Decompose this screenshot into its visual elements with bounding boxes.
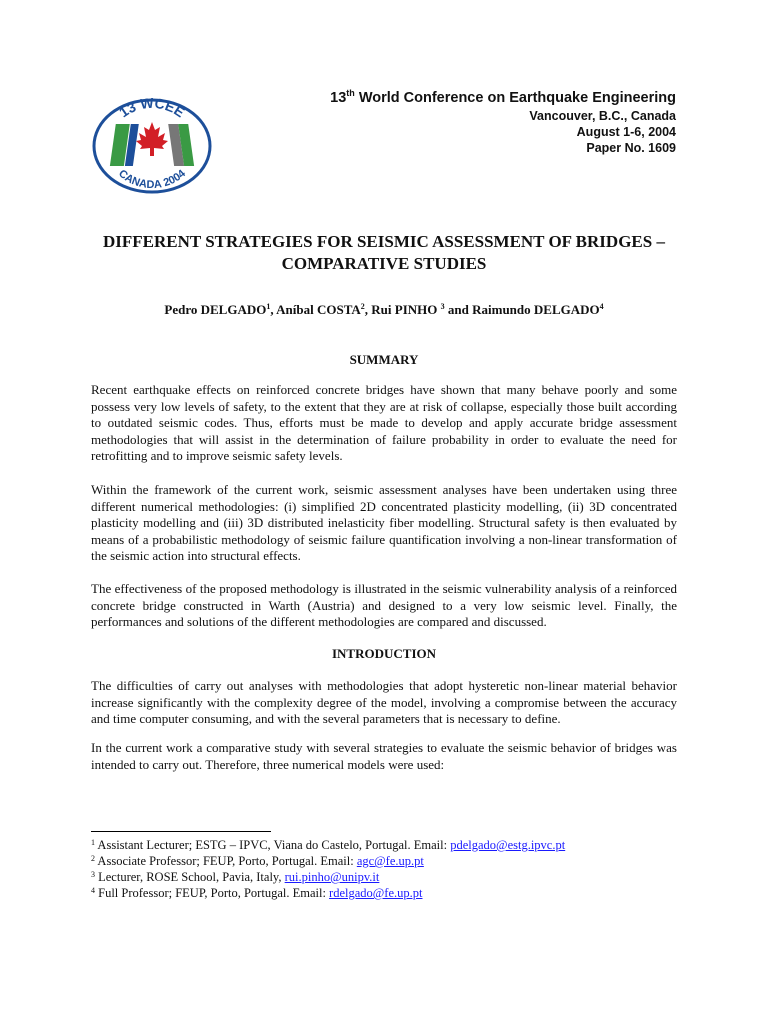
author-name: Rui PINHO [371,302,441,317]
email-link[interactable]: agc@fe.up.pt [356,854,424,868]
footnote-2 [91,854,424,869]
email-link[interactable]: rdelgado@fe.up.pt [329,886,423,900]
introduction-paragraph-1: The difficulties of carry out analyses with methodologies that adopt hysteretic non-linear material behavior increase significantly with the complexity degree of the model, involving a compromise between the accuracy and time computer consuming, and with the several parameters that is necessary to define. [91,678,677,726]
author-name: Aníbal COSTA [276,302,361,317]
footnote-divider [91,831,271,832]
title-line-2: COMPARATIVE STUDIES [281,254,487,273]
author-name: Raimundo DELGADO [472,302,600,317]
footnote-4 [91,886,422,901]
author-mark: 1 [266,302,271,311]
author-separator: , [364,302,372,317]
footnote-3 [91,870,379,885]
footnote-text: Full Professor; FEUP, Porto, Portugal. Email: [95,886,330,900]
introduction-heading: INTRODUCTION [331,646,436,661]
conference-dates: August 1-6, 2004 [576,125,676,139]
footnote-mark: 4 [91,886,95,895]
footnote-text: Lecturer, ROSE School, Pavia, Italy, [95,870,285,884]
summary-paragraph-1: Recent earthquake effects on reinforced concrete bridges have shown that many behave poorly and some possess very low levels of safety, to the extent that they are at risk of collapse, especially those built according to outdated seismic codes. Thus, efforts must be made to develop and apply accurate bridge assessment methodologies that will assist in the determination of failure probability in order to evaluate the need for retrofitting and to improve seismic safety levels. [91,382,677,463]
email-link[interactable]: pdelgado@estg.ipvc.pt [450,838,566,852]
footnote-mark: 3 [91,870,95,879]
author-mark: 3 [440,302,445,311]
footnote-text: Assistant Lecturer; ESTG – IPVC, Viana do Castelo, Portugal. Email: [95,838,451,852]
logo-top-text: 13 WCEE [116,94,188,121]
title-line-1: DIFFERENT STRATEGIES FOR SEISMIC ASSESSMENT OF BRIDGES – [103,232,665,251]
author-separator: , [270,302,277,317]
author-list [80,301,688,319]
paper-number: Paper No. 1609 [586,141,676,155]
paper-title [80,231,688,275]
summary-paragraph-3: The effectiveness of the proposed methodology is illustrated in the seismic vulnerability analysis of a reinforced concrete bridge constructed in Warth (Austria) and designed to a very low seismic level. Finally, the performances and solutions of the different methodologies are compared and discussed. [91,581,677,629]
summary-heading: SUMMARY [349,352,419,367]
conference-header [330,88,676,156]
conference-name [330,88,676,108]
introduction-paragraph-2: In the current work a comparative study with several strategies to evaluate the seismic behavior of bridges was intended to carry out. Therefore, three numerical models were used: [91,740,677,772]
footnote-mark: 2 [91,854,95,863]
author-mark: 2 [360,302,365,311]
wcee-logo [92,94,212,194]
footnote-text: Associate Professor; FEUP, Porto, Portugal. Email: [95,854,357,868]
author-mark: 4 [599,302,604,311]
conference-location: Vancouver, B.C., Canada [529,109,676,123]
author-name: Pedro DELGADO [164,302,267,317]
conference-ordinal: th [346,88,355,98]
footnote-mark: 1 [91,838,95,847]
footnote-1 [91,838,565,853]
author-separator: and [444,302,473,317]
conference-title: World Conference on Earthquake Engineering [354,90,676,106]
email-link[interactable]: rui.pinho@unipv.it [284,870,380,884]
conference-number: 13 [330,90,347,106]
summary-paragraph-2: Within the framework of the current work, seismic assessment analyses have been undertaken using three different numerical methodologies: (i) simplified 2D concentrated plasticity modelling, (ii) 3D concentrated plasticity modelling and (iii) 3D distributed inelasticity fiber modelling. Structural safety is then evaluated by means of a probabilistic methodology of seismic failure quantification involving a non-linear transformation of the seismic action into structural effects. [91,482,677,563]
logo-bottom-text: CANADA 2004 [116,167,188,192]
